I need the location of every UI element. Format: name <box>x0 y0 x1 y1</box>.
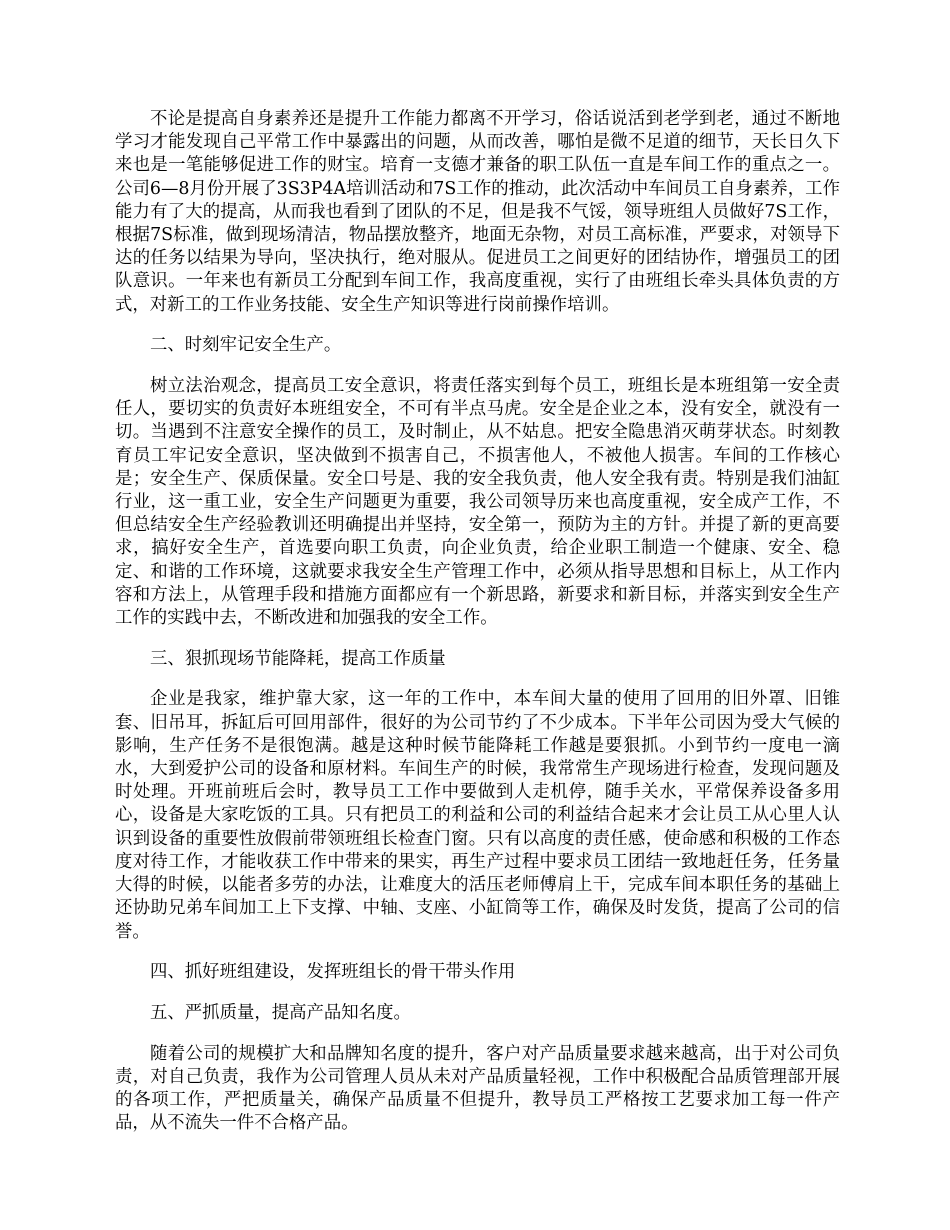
paragraph-study: 不论是提高自身素养还是提升工作能力都离不开学习，俗话说活到老学到老，通过不断地学习才能发现自己平常工作中暴露出的问题，从而改善，哪怕是微不足道的细节，天长日久下来也是一笔能够促进工作的财宝。培育一支德才兼备的职工队伍一直是车间工作的重点之一。公司6—8月份开展了3S3P4A培训活动和7S工作的推动，此次活动中车间员工自身素养，工作能力有了大的提高，从而我也看到了团队的不足，但是我不气馁，领导班组人员做好7S工作，根据7S标准，做到现场清洁，物品摆放整齐，地面无杂物，对员工高标准，严要求，对领导下达的任务以结果为导向，坚决执行，绝对服从。促进员工之间更好的团结协作，增强员工的团队意识。一年来也有新员工分配到车间工作，我高度重视，实行了由班组长牵头具体负责的方式，对新工的工作业务技能、安全生产知识等进行岗前操作培训。 <box>115 109 840 315</box>
paragraph-quality: 随着公司的规模扩大和品牌知名度的提升，客户对产品质量要求越来越高，出于对公司负责，对自己负责，我作为公司管理人员从未对产品质量轻视，工作中积极配合品质管理部开展的各项工作，严把质量关，确保产品质量不但提升，教导员工严格按工艺要求加工每一件产品，从不流失一件不合格产品。 <box>115 1043 840 1134</box>
paragraph-safety: 树立法治观念，提高员工安全意识，将责任落实到每个员工，班组长是本班组第一安全责任人，要切实的负责好本班组安全，不可有半点马虎。安全是企业之本，没有安全，就没有一切。当遇到不注意安全操作的员工，及时制止，从不姑息。把安全隐患消灭萌芽状态。时刻教育员工牢记安全意识，坚决做到不损害自己，不损害他人，不被他人损害。车间的工作核心是；安全生产、保质保量。安全口号是、我的安全我负责，他人安全我有责。特别是我们油缸行业，这一重工业，安全生产问题更为重要，我公司领导历来也高度重视，安全成产工作，不但总结安全生产经验教训还明确提出并坚持，安全第一，预防为主的方针。并提了新的更高要求，搞好安全生产，首选要向职工负责，向企业负责，给企业职工制造一个健康、安全、稳定、和谐的工作环境，这就要求我安全生产管理工作中，必须从指导思想和目标上，从工作内容和方法上，从管理手段和措施方面都应有一个新思路，新要求和新目标，并落实到安全生产工作的实践中去，不断改进和加强我的安全工作。 <box>115 376 840 629</box>
document-page <box>115 108 840 1153</box>
paragraph-energy-saving: 企业是我家，维护靠大家，这一年的工作中，本车间大量的使用了回用的旧外罩、旧锥套、旧吊耳，拆缸后可回用部件，很好的为公司节约了不少成本。下半年公司因为受大气候的影响，生产任务不是很饱满。越是这种时候节能降耗工作越是要狠抓。小到节约一度电一滴水，大到爱护公司的设备和原材料。车间生产的时候，我常常生产现场进行检查，发现问题及时处理。开班前班后会时，教导员工工作中要做到人走机停，随手关水，平常保养设备多用心，设备是大家吃饭的工具。只有把员工的利益和公司的利益结合起来才会让员工从心里人认识到设备的重要性放假前带领班组长检查门窗。只有以高度的责任感，使命感和积极的工作态度对待工作，才能收获工作中带来的果实，再生产过程中要求员工团结一致地赶任务，任务量大得的时候，以能者多劳的办法，让难度大的活压老师傅肩上干，完成车间本职任务的基础上还协助兄弟车间加工上下支撑、中轴、支座、小缸筒等工作，确保及时发货，提高了公司的信誉。 <box>115 689 840 942</box>
heading-team-building: 四、抓好班组建设，发挥班组长的骨干带头作用 <box>150 962 516 983</box>
heading-safety: 二、时刻牢记安全生产。 <box>150 335 342 356</box>
heading-quality: 五、严抓质量，提高产品知名度。 <box>150 1002 411 1023</box>
heading-energy-saving: 三、狠抓现场节能降耗，提高工作质量 <box>150 648 446 669</box>
